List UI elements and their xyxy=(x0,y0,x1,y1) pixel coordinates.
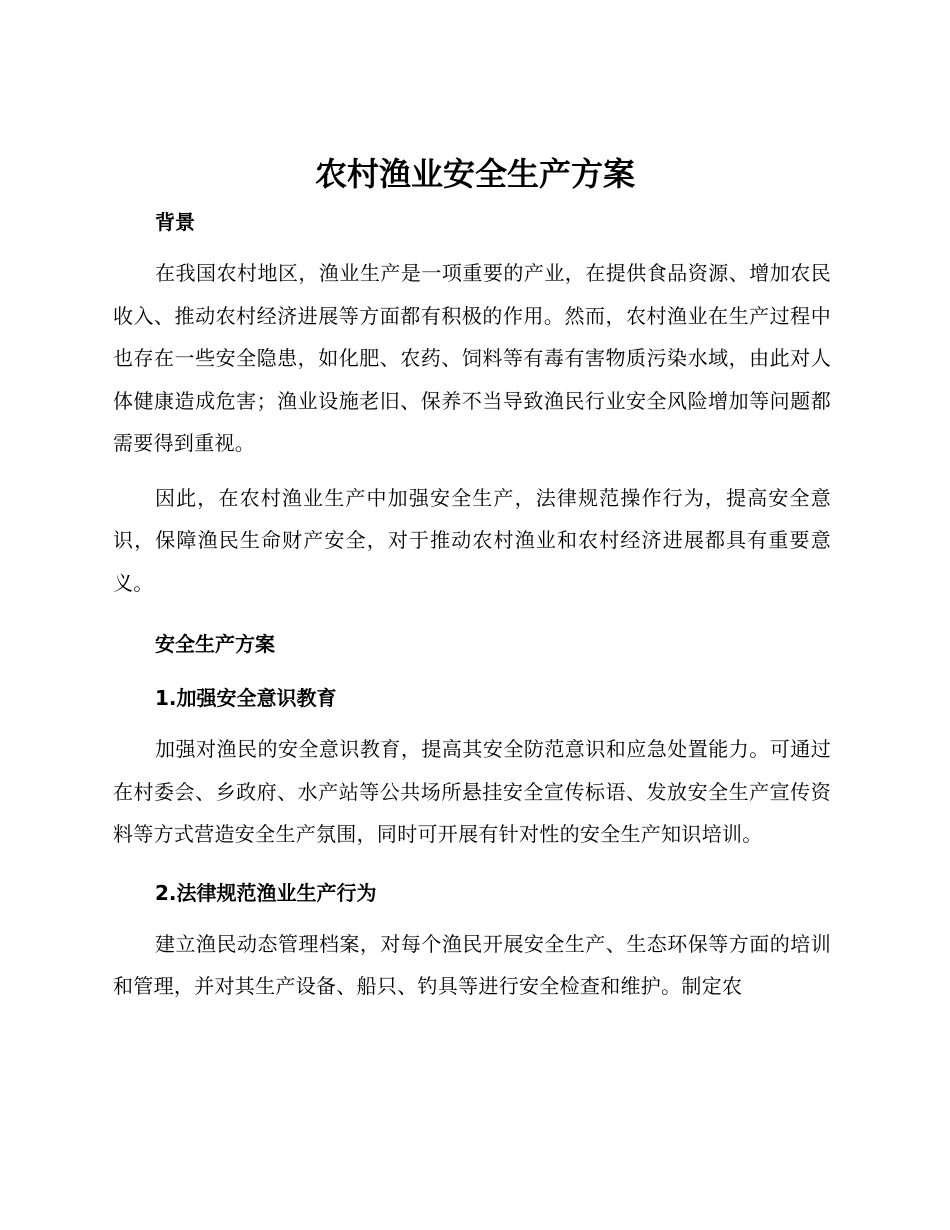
paragraph-background-2: 因此，在农村渔业生产中加强安全生产，法律规范操作行为，提高安全意识，保障渔民生命财产安全，对于推动农村渔业和农村经济进展都具有重要意义。 xyxy=(113,485,831,595)
subsection-heading-1: 1.加强安全意识教育 xyxy=(155,686,337,710)
document-title: 农村渔业安全生产方案 xyxy=(314,155,635,193)
paragraph-item-2: 建立渔民动态管理档案，对每个渔民开展安全生产、生态环保等方面的培训和管理，并对其生产设备、船只、钓具等进行安全检查和维护。制定农 xyxy=(113,931,831,998)
document-body xyxy=(113,208,831,1008)
section-heading-plan: 安全生产方案 xyxy=(155,632,275,656)
subsection-heading-2: 2.法律规范渔业生产行为 xyxy=(155,880,377,905)
paragraph-background-1: 在我国农村地区，渔业生产是一项重要的产业，在提供食品资源、增加农民收入、推动农村经济进展等方面都有积极的作用。然而，农村渔业在生产过程中也存在一些安全隐患，如化肥、农药、饲料等有毒有害物质污染水域，由此对人体健康造成危害；渔业设施老旧、保养不当导致渔民行业安全风险增加等问题都需要得到重视。 xyxy=(113,261,831,455)
section-heading-background: 背景 xyxy=(155,210,195,234)
paragraph-item-1: 加强对渔民的安全意识教育，提高其安全防范意识和应急处置能力。可通过在村委会、乡政府、水产站等公共场所悬挂安全宣传标语、发放安全生产宣传资料等方式营造安全生产氛围，同时可开展有针对性的安全生产知识培训。 xyxy=(113,737,831,846)
